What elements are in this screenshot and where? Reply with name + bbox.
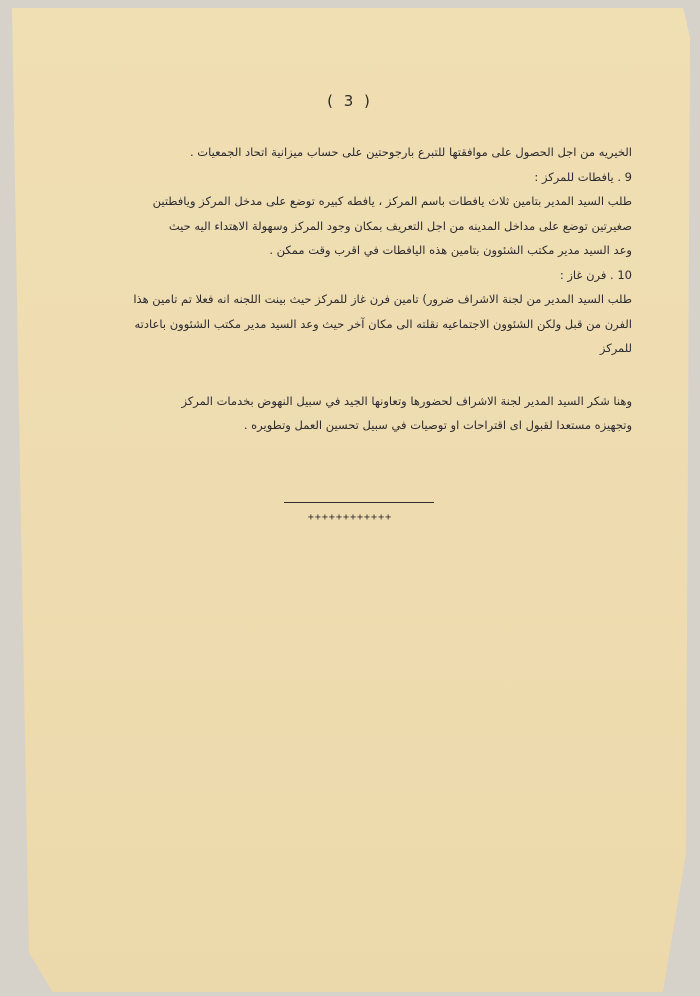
text-line: وتجهيزه مستعدا لقبول اى اقتراحات او توصيات في سبيل تحسين العمل وتطويره . [243, 418, 632, 432]
paragraph-gap [60, 361, 632, 389]
text-line: طلب السيد المدير من لجنة الاشراف ضرور) تامين فرن غاز للمركز حيث بينت اللجنه انه فعلا تم تامين هذا [133, 292, 632, 306]
separator-rule [284, 502, 434, 503]
section-heading: 10 . فرن غاز : [559, 267, 632, 282]
text-line: صغيرتين توضع على مداخل المدينه من اجل التعريف بمكان وجود المركز وسهولة الاهتداء اليه حيث [168, 218, 632, 233]
separator-plus-row: ++++++++++++ [307, 512, 393, 523]
text-line: طلب السيد المدير بتامين ثلاث يافطات باسم المركز ، يافطه كبيره توضع على مدخل المركز ويافطتين [152, 194, 632, 208]
text-line: للمركز [599, 341, 632, 355]
document-body [60, 140, 632, 438]
page-number: ( 3 ) [327, 92, 373, 110]
text-line: الفرن من قبل ولكن الشئوون الاجتماعيه نقلته الى مكان آخر حيث وعد السيد مدير مكتب الشئوون باعادته [134, 316, 632, 331]
section-heading: 9 . يافطات للمركز : [534, 169, 632, 184]
text-line: وهنا شكر السيد المدير لجنة الاشراف لحضورها وتعاونها الجيد في سبيل النهوض بخدمات المركز [181, 393, 632, 408]
text-line: الخيريه من اجل الحصول على موافقتها للتبرع بارجوحتين على حساب ميزانية اتحاد الجمعيات . [189, 145, 632, 159]
text-line: وعد السيد مدير مكتب الشئوون بتامين هذه اليافطات في اقرب وقت ممكن . [269, 243, 632, 257]
